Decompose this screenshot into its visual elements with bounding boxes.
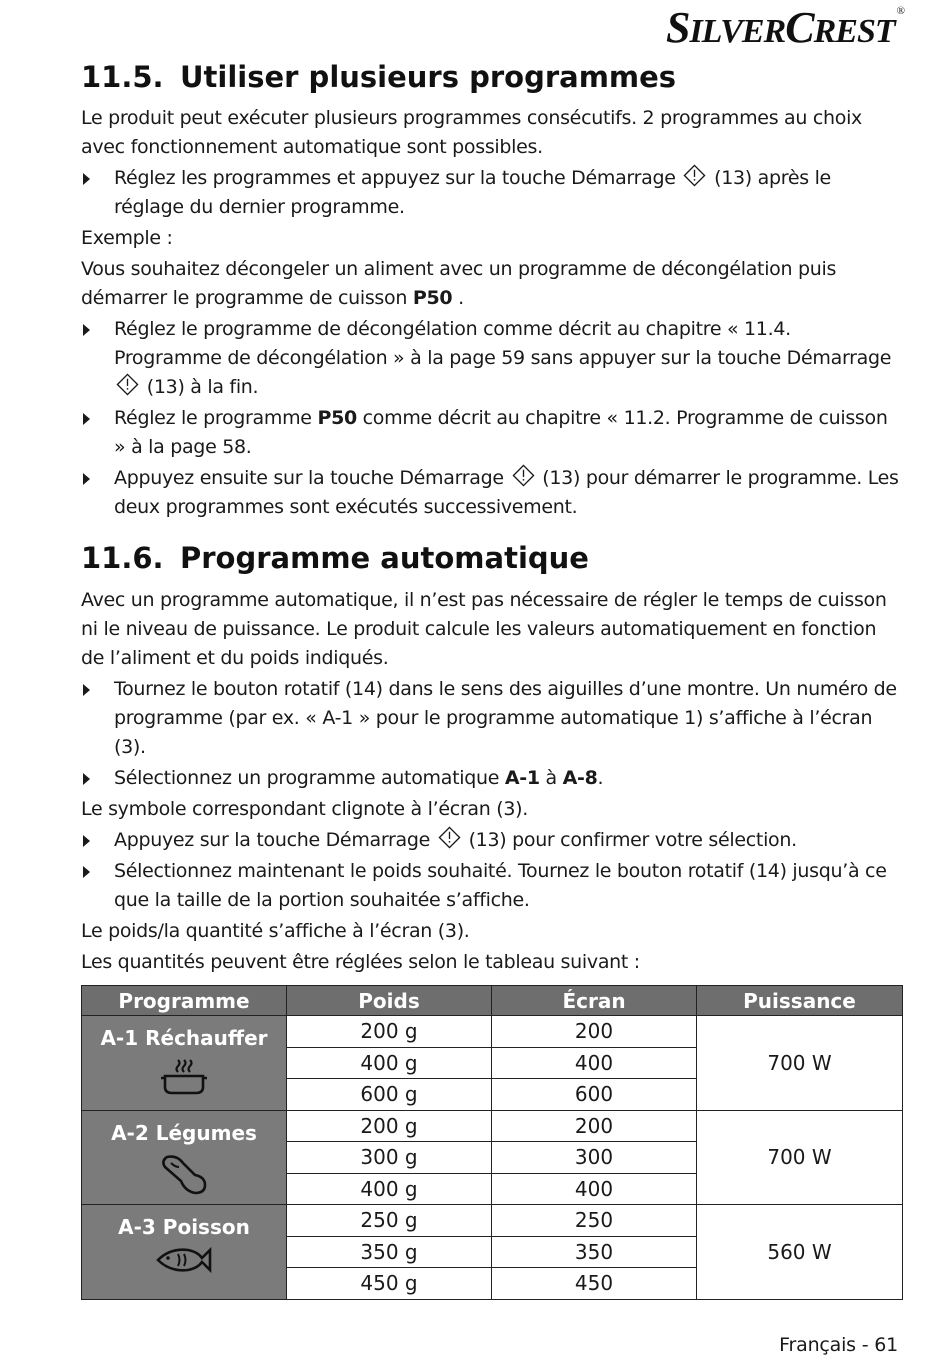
section-heading-11-5: 11.5. Utiliser plusieurs programmes xyxy=(81,60,677,94)
header-screen: Écran xyxy=(492,986,697,1016)
header-program: Programme xyxy=(82,986,287,1016)
start-button-icon xyxy=(438,826,461,849)
header-weight: Poids xyxy=(287,986,492,1016)
bullet-arrow-icon xyxy=(83,413,90,425)
table-row: A-1 Réchauffer 200 g 200 700 W xyxy=(82,1016,903,1048)
program-name: A-2 Légumes xyxy=(111,1120,257,1145)
table-row: 400 g 400 xyxy=(82,1173,903,1205)
vegetable-icon xyxy=(155,1151,213,1197)
table-row: 600 g 600 xyxy=(82,1079,903,1111)
auto-program-table xyxy=(81,985,903,1300)
brand-logo: SILVERCREST® xyxy=(665,3,904,52)
bullet-item: Réglez les programmes et appuyez sur la touche Démarrage (13) après le réglage du dernier programme. xyxy=(81,164,903,222)
weight-note: Le poids/la quantité s’affiche à l’écran (3). xyxy=(81,920,470,942)
bullet-arrow-icon xyxy=(83,866,90,878)
bullet-item: Sélectionnez maintenant le poids souhaité. Tournez le bouton rotatif (14) jusqu’à ce que la taille de la portion souhaitée s’affiche. xyxy=(81,857,903,915)
table-header-row xyxy=(82,986,903,1016)
section2-intro: Avec un programme automatique, il n’est pas nécessaire de régler le temps de cuisson ni le niveau de puissance. Le produit calcule les valeurs automatiquement en fonction de l’aliment et du poids indiqués. xyxy=(81,589,887,669)
bullet-arrow-icon xyxy=(83,835,90,847)
bullet-arrow-icon xyxy=(83,173,90,185)
power-cell: 700 W xyxy=(697,1110,903,1205)
start-button-icon xyxy=(116,373,139,396)
table-intro: Les quantités peuvent être réglées selon le tableau suivant : xyxy=(81,951,640,973)
start-button-icon xyxy=(512,464,535,487)
power-cell: 700 W xyxy=(697,1016,903,1111)
program-cell-a3 xyxy=(82,1205,287,1300)
program-name: A-3 Poisson xyxy=(118,1215,250,1239)
example-text: Vous souhaitez décongeler un aliment avec un programme de décongélation puis démarrer le programme de cuisson P50 . xyxy=(81,258,837,309)
bullet-item: Sélectionnez un programme automatique A-1 à A-8. xyxy=(81,764,903,793)
program-cell-a1 xyxy=(82,1016,287,1111)
bullet-arrow-icon xyxy=(83,684,90,696)
table-row: 300 g 300 xyxy=(82,1142,903,1174)
section-heading-11-6: 11.6. Programme automatique xyxy=(81,541,589,575)
page-number: Français - 61 xyxy=(779,1334,898,1356)
symbol-note: Le symbole correspondant clignote à l’écran (3). xyxy=(81,798,528,820)
bullet-item: Tournez le bouton rotatif (14) dans le sens des aiguilles d’une montre. Un numéro de programme (par ex. « A-1 » pour le programme automatique 1) s’affiche à l’écran (3). xyxy=(81,675,903,762)
table-row: A-2 Légumes 200 g 200 700 W xyxy=(82,1110,903,1142)
start-button-icon xyxy=(683,164,706,187)
bullet-item: Appuyez sur la touche Démarrage (13) pour confirmer votre sélection. xyxy=(81,826,903,855)
table-row: 350 g 350 xyxy=(82,1236,903,1268)
table-row: 450 g 450 xyxy=(82,1268,903,1300)
fish-icon xyxy=(154,1245,214,1275)
bullet-arrow-icon xyxy=(83,773,90,785)
bullet-item: Réglez le programme de décongélation comme décrit au chapitre « 11.4. Programme de décongélation » à la page 59 sans appuyer sur la touche Démarrage (13) à la fin. xyxy=(81,315,903,402)
reheat-icon xyxy=(158,1056,210,1096)
bullet-item: Appuyez ensuite sur la touche Démarrage (13) pour démarrer le programme. Les deux programmes sont exécutés successivement. xyxy=(81,464,903,522)
program-cell-a2 xyxy=(82,1110,287,1205)
bullet-arrow-icon xyxy=(83,324,90,336)
power-cell: 560 W xyxy=(697,1205,903,1300)
page-content xyxy=(81,58,903,1300)
example-label: Exemple : xyxy=(81,227,173,249)
header-power: Puissance xyxy=(697,986,903,1016)
table-row: 400 g 400 xyxy=(82,1047,903,1079)
bullet-item: Réglez le programme P50 comme décrit au chapitre « 11.2. Programme de cuisson » à la page 58. xyxy=(81,404,903,462)
table-row: A-3 Poisson 250 g 250 560 W xyxy=(82,1205,903,1237)
section1-intro: Le produit peut exécuter plusieurs programmes consécutifs. 2 programmes au choix avec fonctionnement automatique sont possibles. xyxy=(81,107,862,158)
program-name: A-1 Réchauffer xyxy=(100,1026,268,1050)
bullet-arrow-icon xyxy=(83,473,90,485)
